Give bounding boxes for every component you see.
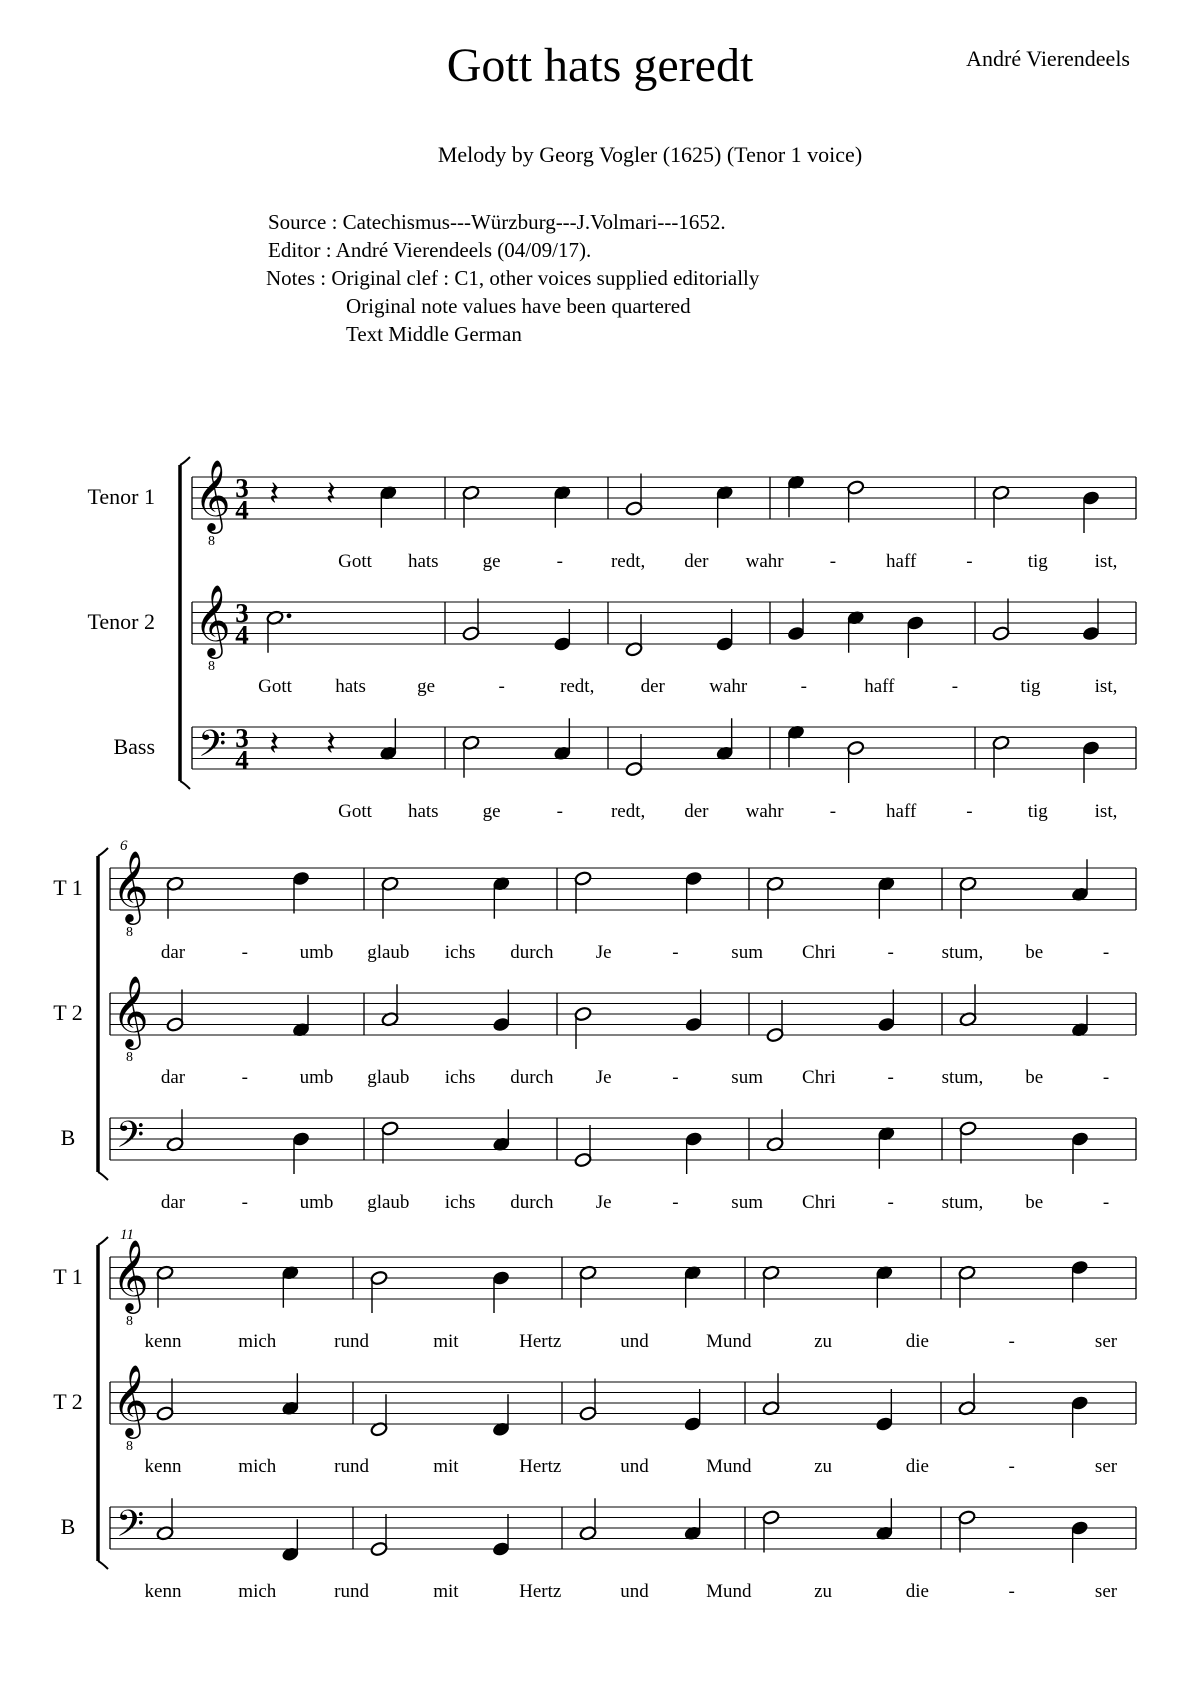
treble-clef-icon: 𝄞 (194, 587, 231, 655)
lyric-hyphen: - (1102, 1067, 1110, 1088)
lyric-syllable: redt, (610, 801, 646, 822)
lyric-syllable: und (620, 1581, 649, 1602)
lyric-syllable: be (1025, 1067, 1044, 1088)
clef-octave-8: 8 (208, 659, 215, 674)
lyric-syllable: ser (1094, 1331, 1118, 1352)
clef-octave-8: 8 (126, 1439, 133, 1454)
lyric-hyphen: - (887, 1067, 894, 1088)
lyric-syllable: Chri (802, 1192, 836, 1213)
lyric-hyphen: - (966, 801, 973, 822)
lyric-syllable: mit (433, 1331, 459, 1352)
lyric-syllable: ser (1094, 1581, 1118, 1602)
lyric-syllable: der (684, 801, 709, 822)
editor-line: Editor : André Vierendeels (04/09/17). (268, 238, 592, 262)
staff-t-2 (53, 976, 1136, 1088)
lyric-syllable: Gott (338, 801, 372, 822)
part-name: Bass (113, 734, 155, 759)
subtitle: Melody by Georg Vogler (1625) (Tenor 1 voice) (437, 142, 863, 167)
lyric-syllable: dar (160, 1067, 186, 1088)
bracket-top-hook (98, 1237, 108, 1245)
lyric-syllable: Gott (258, 676, 292, 697)
lyric-hyphen: - (829, 551, 837, 572)
lyric-syllable: ge (482, 551, 501, 572)
part-name: Tenor 1 (87, 484, 155, 509)
lyric-hyphen: - (1008, 1331, 1015, 1352)
lyric-syllable: durch (510, 1192, 554, 1213)
lyric-syllable: kenn (144, 1331, 182, 1352)
lyric-hyphen: - (241, 1067, 248, 1088)
lyric-syllable: umb (299, 1067, 334, 1088)
bass-clef-icon: 𝄢 (116, 1504, 145, 1553)
lyric-syllable: die (905, 1581, 930, 1602)
lyric-syllable: tig (1027, 801, 1048, 822)
part-name: B (60, 1514, 76, 1539)
lyric-hyphen: - (1102, 1192, 1110, 1213)
lyric-syllable: kenn (144, 1456, 182, 1477)
clef-octave-8: 8 (126, 925, 133, 940)
system-1 (88, 457, 1137, 822)
staff-b (61, 1109, 1136, 1213)
lyric-syllable: haff (886, 551, 917, 572)
lyric-hyphen: - (951, 676, 959, 697)
lyric-syllable: die (905, 1456, 930, 1477)
lyric-syllable: und (620, 1456, 649, 1477)
lyric-syllable: zu (814, 1331, 833, 1352)
lyric-syllable: be (1025, 1192, 1044, 1213)
part-name: T 1 (53, 1264, 83, 1289)
lyric-syllable: redt, (610, 551, 646, 572)
lyric-syllable: ge (417, 676, 436, 697)
bass-clef-icon: 𝄢 (198, 724, 227, 773)
lyric-syllable: zu (814, 1456, 833, 1477)
lyric-syllable: Mund (706, 1581, 752, 1602)
lyric-syllable: umb (299, 942, 334, 963)
lyric-syllable: wahr (745, 801, 784, 822)
lyric-syllable: hats (335, 676, 366, 697)
staff-tenor-1 (88, 460, 1137, 572)
treble-clef-icon: 𝄞 (112, 978, 149, 1046)
lyric-syllable: stum, (941, 942, 984, 963)
lyric-syllable: Hertz (519, 1456, 562, 1477)
lyric-syllable: Je (595, 1067, 612, 1088)
time-signature-bottom: 4 (235, 495, 249, 525)
lyric-syllable: mich (238, 1581, 277, 1602)
quarter-rest-icon: 𝄽 (269, 726, 280, 763)
lyric-syllable: ichs (444, 1067, 476, 1088)
lyric-hyphen: - (672, 942, 679, 963)
lyric-hyphen: - (672, 1192, 679, 1213)
lyric-hyphen: - (556, 551, 563, 572)
part-name: Tenor 2 (87, 609, 155, 634)
notes-line-1: Notes : Original clef : C1, other voices supplied editorially (266, 266, 760, 290)
quarter-rest-icon: 𝄽 (325, 476, 337, 513)
lyric-syllable: sum (731, 1192, 763, 1213)
lyric-syllable: Hertz (519, 1581, 562, 1602)
lyric-syllable: haff (864, 676, 895, 697)
staff-t-1 (53, 1240, 1136, 1352)
lyric-syllable: be (1025, 942, 1044, 963)
bracket-top-hook (180, 457, 190, 465)
quarter-rest-icon: 𝄽 (269, 476, 280, 513)
lyric-syllable: mit (433, 1581, 459, 1602)
staff-b (61, 1498, 1136, 1602)
lyric-syllable: rund (334, 1331, 370, 1352)
lyric-syllable: Hertz (519, 1331, 562, 1352)
time-signature-bottom: 4 (235, 745, 249, 775)
source-line: Source : Catechismus---Würzburg---J.Volmari---1652. (268, 210, 726, 234)
staff-t-1 (53, 851, 1136, 963)
lyric-syllable: ist, (1094, 676, 1118, 697)
lyric-syllable: Mund (706, 1456, 752, 1477)
measure-number: 11 (120, 1227, 134, 1243)
notes-line-2: Original note values have been quartered (346, 294, 691, 318)
notes-line-3: Text Middle German (346, 322, 522, 346)
treble-clef-icon: 𝄞 (112, 1367, 149, 1435)
system-3 (53, 1227, 1136, 1602)
lyric-syllable: stum, (941, 1067, 984, 1088)
lyric-syllable: die (905, 1331, 930, 1352)
lyric-hyphen: - (556, 801, 563, 822)
lyric-syllable: durch (510, 1067, 554, 1088)
lyric-syllable: und (620, 1331, 649, 1352)
lyric-syllable: dar (160, 942, 186, 963)
lyric-syllable: Je (595, 1192, 612, 1213)
time-signature-top: 3 (235, 598, 249, 628)
time-signature-top: 3 (235, 473, 249, 503)
composer-name: André Vierendeels (966, 46, 1130, 71)
lyric-syllable: ichs (444, 942, 476, 963)
bracket-bottom-hook (98, 1561, 108, 1569)
part-name: T 1 (53, 875, 83, 900)
time-signature-top: 3 (235, 723, 249, 753)
lyric-syllable: dar (160, 1192, 186, 1213)
lyric-syllable: umb (299, 1192, 334, 1213)
augmentation-dot (287, 613, 292, 618)
lyric-syllable: hats (407, 801, 439, 822)
lyric-hyphen: - (1008, 1456, 1015, 1477)
lyric-syllable: ist, (1094, 551, 1118, 572)
lyric-syllable: ser (1094, 1456, 1118, 1477)
lyric-syllable: tig (1027, 551, 1048, 572)
part-name: B (60, 1125, 76, 1150)
lyric-syllable: Chri (802, 1067, 836, 1088)
bracket-top-hook (98, 848, 108, 856)
lyric-syllable: stum, (941, 1192, 984, 1213)
bracket-bottom-hook (98, 1172, 108, 1180)
lyric-syllable: ist, (1094, 801, 1118, 822)
system-2 (53, 838, 1136, 1213)
lyric-syllable: durch (510, 942, 554, 963)
lyric-syllable: rund (334, 1456, 370, 1477)
lyric-syllable: glaub (367, 942, 410, 963)
lyric-syllable: glaub (367, 1067, 410, 1088)
lyric-hyphen: - (829, 801, 837, 822)
lyric-syllable: haff (886, 801, 917, 822)
lyric-syllable: ge (482, 801, 501, 822)
clef-octave-8: 8 (126, 1050, 133, 1065)
bracket-bottom-hook (180, 781, 190, 789)
part-name: T 2 (53, 1389, 83, 1414)
lyric-syllable: sum (731, 1067, 763, 1088)
staff-t-2 (53, 1365, 1136, 1477)
lyric-hyphen: - (887, 1192, 894, 1213)
lyric-syllable: glaub (367, 1192, 410, 1213)
lyric-hyphen: - (241, 1192, 248, 1213)
treble-clef-icon: 𝄞 (194, 462, 231, 530)
quarter-rest-icon: 𝄽 (325, 726, 337, 763)
lyric-syllable: Gott (338, 551, 372, 572)
lyric-hyphen: - (1008, 1581, 1015, 1602)
lyric-hyphen: - (887, 942, 894, 963)
staff-tenor-2 (88, 585, 1137, 697)
lyric-syllable: hats (407, 551, 439, 572)
bass-clef-icon: 𝄢 (116, 1115, 145, 1164)
lyric-syllable: kenn (144, 1581, 182, 1602)
lyric-syllable: zu (814, 1581, 833, 1602)
lyric-hyphen: - (241, 942, 248, 963)
lyric-hyphen: - (672, 1067, 679, 1088)
lyric-syllable: sum (731, 942, 763, 963)
treble-clef-icon: 𝄞 (112, 853, 149, 921)
lyric-syllable: tig (1020, 676, 1041, 697)
time-signature-bottom: 4 (235, 620, 249, 650)
clef-octave-8: 8 (208, 534, 215, 549)
page-title: Gott hats geredt (446, 39, 754, 92)
clef-octave-8: 8 (126, 1314, 133, 1329)
lyric-syllable: Je (595, 942, 612, 963)
part-name: T 2 (53, 1000, 83, 1025)
treble-clef-icon: 𝄞 (112, 1242, 149, 1310)
lyric-hyphen: - (800, 676, 807, 697)
lyric-syllable: rund (334, 1581, 370, 1602)
lyric-syllable: Mund (706, 1331, 752, 1352)
lyric-syllable: mich (238, 1331, 277, 1352)
lyric-syllable: der (640, 676, 665, 697)
lyric-syllable: mit (433, 1456, 459, 1477)
staff-bass (113, 718, 1136, 822)
lyric-syllable: wahr (709, 676, 748, 697)
measure-number: 6 (120, 838, 128, 854)
lyric-syllable: redt, (560, 676, 595, 697)
lyric-syllable: ichs (444, 1192, 476, 1213)
lyric-syllable: wahr (745, 551, 784, 572)
lyric-hyphen: - (498, 676, 505, 697)
lyric-hyphen: - (966, 551, 973, 572)
lyric-hyphen: - (1102, 942, 1110, 963)
lyric-syllable: Chri (802, 942, 836, 963)
lyric-syllable: mich (238, 1456, 277, 1477)
lyric-syllable: der (684, 551, 709, 572)
